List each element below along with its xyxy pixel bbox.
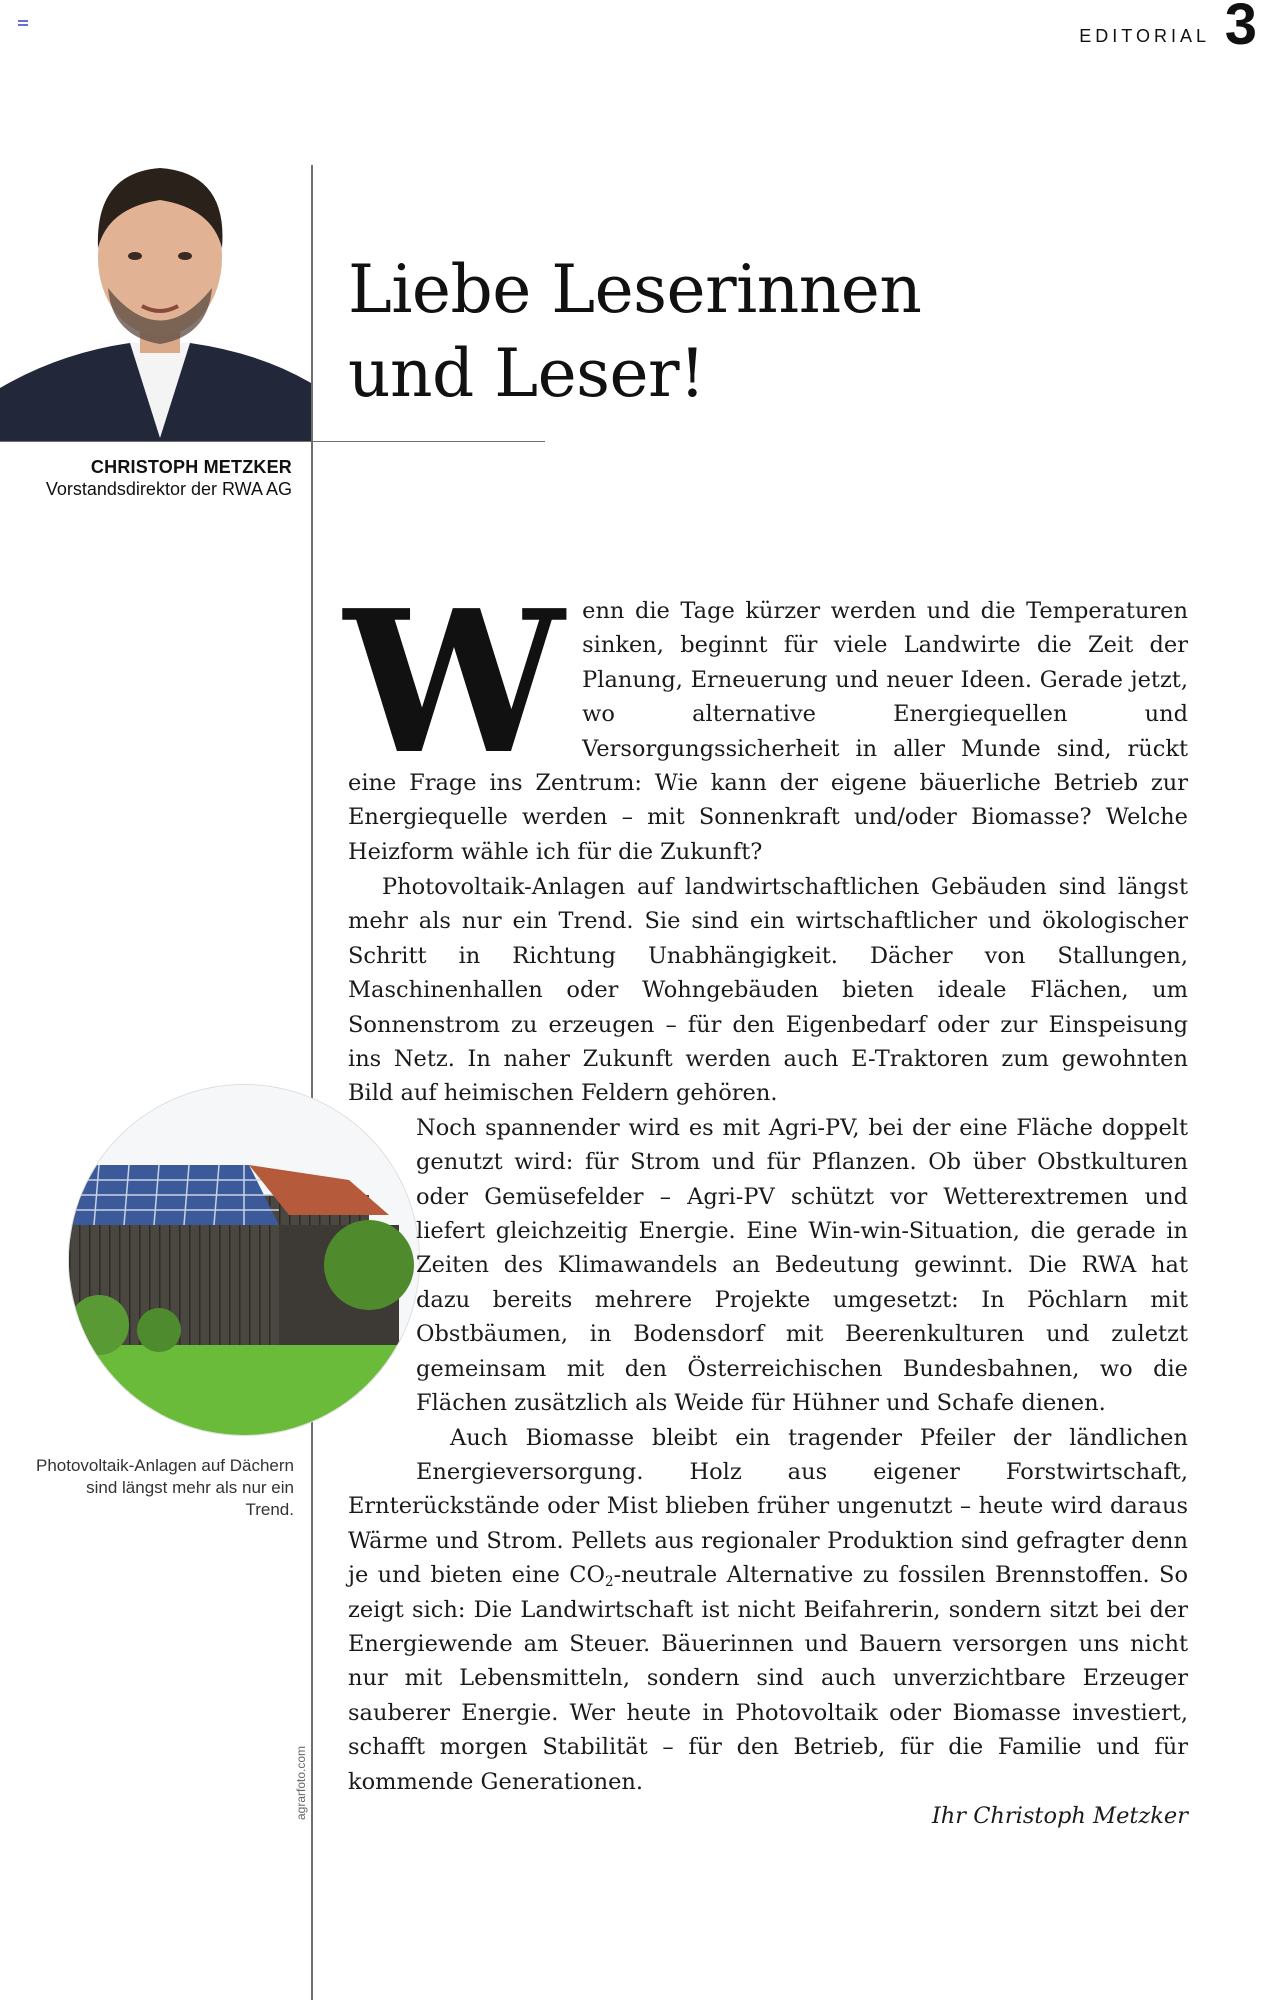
flag-icon [18,20,28,26]
paragraph-1: Wenn die Tage kürzer werden und die Temperaturen sinken, beginnt für viele Landwirte die Zeit der Planung, Erneuerung und neuer Ideen. Gerade jetzt, wo alternative Energiequellen und Versorgungssicherheit in aller Munde sind, rückt eine Frage ins Zentrum: Wie kann der eigene bäuerliche Betrieb zur Energiequelle werden – mit Sonnenkraft und/oder Biomasse? Welche Heizform wähle ich für die Zukunft? [344,568,1188,865]
headline-line-1: Liebe Leserinnen [348,251,922,328]
author-title: Vorstandsdirektor der RWA AG [45,479,292,499]
page-number: 3 [1224,0,1257,57]
headline [348,248,948,416]
article-body [344,568,1188,869]
drop-cap: W [344,568,565,798]
article-continuation [348,870,1188,1833]
headline-line-2: und Leser! [348,335,706,412]
author-portrait [0,138,311,441]
horizontal-rule [0,441,545,442]
photo-credit: agrarfoto.com [294,1745,308,1820]
paragraph-3: Noch spannender wird es mit Agri-PV, bei der eine Fläche doppelt genutzt wird: für Strom und für Pflanzen. Ob über Obstkulturen oder Gemüsefelder – Agri-PV schützt vor Wetterextremen und liefert gleichzeitig Energie. Eine Win-win-Situation, die gerade in Zeiten des Klimawandels an Bedeutung gewinnt. Die RWA hat dazu bereits mehrere Projekte umgesetzt: In Pöchlarn mit Obstbäumen, in Bodensdorf mit Beerenkulturen und zuletzt gemeinsam mit den Österreichischen Bundesbahnen, wo die Flächen zusätzlich als Weide für Hühner und Schafe dienen. [416,1114,1188,1417]
author-name: CHRISTOPH METZKER [90,457,292,477]
section-label: EDITORIAL [1079,26,1210,46]
paragraph-4: Auch Biomasse bleibt ein tragender Pfeiler der ländlichen Energieversorgung. Holz aus eigener Forstwirtschaft, Ernterückstände oder Mist blieben früher ungenutzt – heute wird daraus Wärme und Strom. Pellets aus regionaler Produktion sind gefragter denn je und bieten eine $CO_2$-neutrale Alternative zu fossilen Brennstoffen. So zeigt sich: Die Landwirtschaft ist nicht Beifahrerin, sondern sitzt bei der Energiewende am Steuer. Bäuerinnen und Bauern versorgen uns nicht nur mit Lebensmitteln, sondern sind auch unverzichtbare Erzeuger sauberer Energie. Wer heute in Photovoltaik oder Biomasse investiert, schafft morgen Stabilität – für den Betrieb, für die Familie und für kommende Generationen. [348,1424,1189,1795]
photo-caption: Photovoltaik-Anlagen auf Dächern sind längst mehr als nur ein Trend. [36,1456,294,1519]
paragraph-2: Photovoltaik-Anlagen auf landwirtschaftlichen Gebäuden sind längst mehr als nur ein Trend. Sie sind ein wirtschaftlicher und ökologischer Schritt in Richtung Unabhängigkeit. Dächer von Stallungen, Maschinenhallen oder Wohngebäuden bieten ideale Flächen, um Sonnenstrom zu erzeugen – für den Eigenbedarf oder zur Einspeisung ins Netz. In naher Zukunft werden auch E-Traktoren zum gewohnten Bild auf heimischen Feldern gehören. [348,874,1188,1107]
signature: Ihr Christoph Metzker [931,1802,1188,1829]
